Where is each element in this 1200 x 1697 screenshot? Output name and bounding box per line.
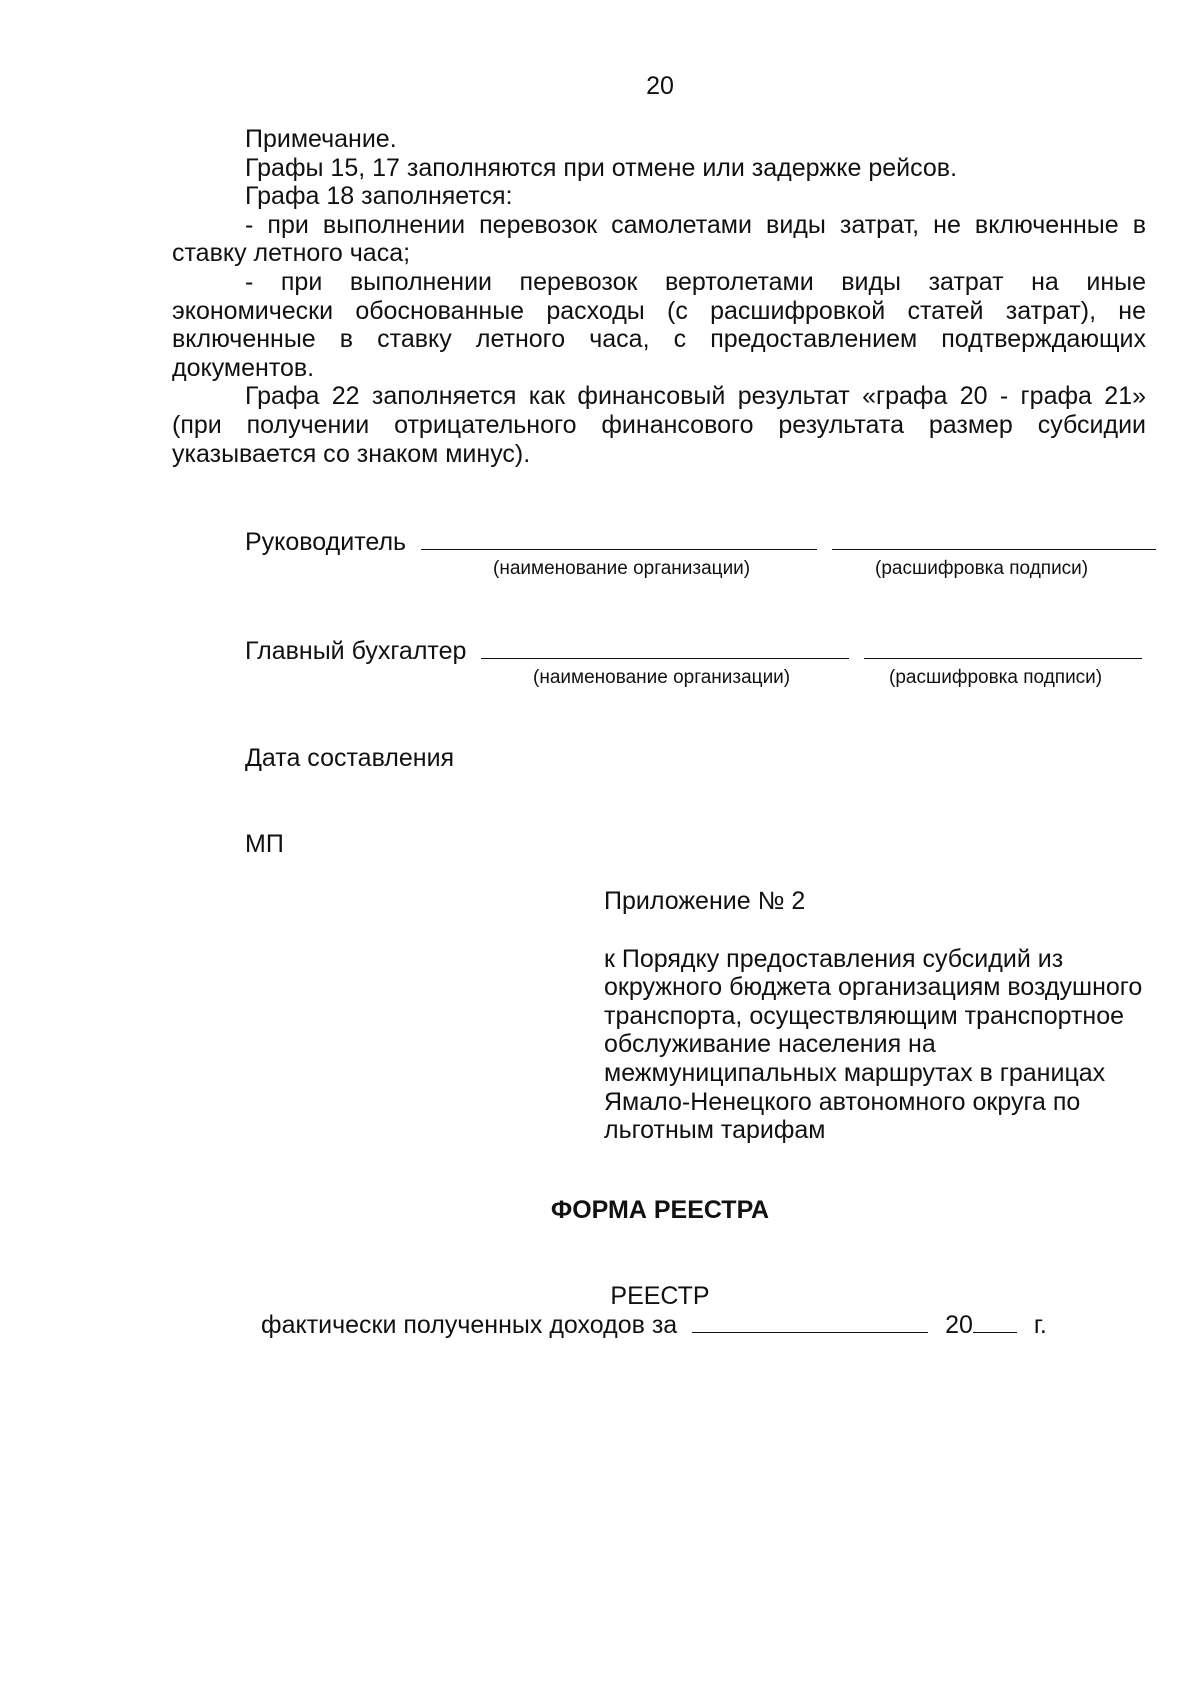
notes-line-3: Графа 22 заполняется как финансовый результат «графа 20 - графа 21» (при получении отрицательного финансового результата размер субсидии указывается со знаком минус). bbox=[172, 382, 1146, 468]
year-prefix: 20 bbox=[945, 1311, 973, 1339]
page-number: 20 bbox=[646, 72, 674, 100]
appendix-number: Приложение № 2 bbox=[604, 887, 806, 915]
reestr-subtitle-prefix: фактически полученных доходов за bbox=[261, 1311, 678, 1339]
accountant-decode-caption: (расшифровка подписи) bbox=[889, 667, 1103, 688]
notes-item-1: - при выполнении перевозок самолетами виды затрат, не включенные в ставку летного часа; bbox=[172, 210, 1146, 268]
notes-line-2: Графа 18 заполняется: bbox=[245, 182, 513, 211]
period-line[interactable] bbox=[692, 1331, 928, 1333]
head-org-caption: (наименование организации) bbox=[493, 558, 751, 579]
stamp-label: МП bbox=[245, 830, 284, 858]
head-decode-line[interactable] bbox=[832, 548, 1156, 550]
year-line[interactable] bbox=[973, 1331, 1017, 1333]
head-signature-row bbox=[245, 528, 1156, 557]
appendix-text: к Порядку предоставления субсидий из окружного бюджета организациям воздушного транспорта, осуществляющим транспортное обслуживание населения на межмуниципальных маршрутах в границах Ямало-Ненецкого автономного округа по льготным тарифам bbox=[604, 944, 1143, 1145]
date-label: Дата составления bbox=[245, 744, 455, 772]
year-suffix: г. bbox=[1033, 1311, 1047, 1339]
notes-title: Примечание. bbox=[245, 125, 397, 153]
reestr-title: РЕЕСТР bbox=[610, 1282, 710, 1310]
head-org-line[interactable] bbox=[421, 548, 817, 550]
accountant-org-caption: (наименование организации) bbox=[533, 667, 791, 688]
notes-item-2: - при выполнении перевозок вертолетами виды затрат на иные экономически обоснованные расходы (с расшифровкой статей затрат), не включенные в ставку летного часа, с предоставлением подтверждающих документов. bbox=[172, 267, 1146, 382]
accountant-signature-row bbox=[245, 637, 1142, 666]
accountant-label: Главный бухгалтер bbox=[245, 637, 467, 665]
head-decode-caption: (расшифровка подписи) bbox=[875, 558, 1089, 579]
notes-section bbox=[172, 125, 1146, 468]
reestr-subtitle bbox=[261, 1311, 1047, 1340]
appendix-block bbox=[604, 887, 1144, 1145]
accountant-decode-line[interactable] bbox=[864, 657, 1142, 659]
form-heading: ФОРМА РЕЕСТРА bbox=[550, 1196, 770, 1224]
accountant-org-line[interactable] bbox=[481, 657, 849, 659]
notes-line-1: Графы 15, 17 заполняются при отмене или задержке рейсов. bbox=[245, 153, 958, 182]
head-label: Руководитель bbox=[245, 528, 407, 556]
